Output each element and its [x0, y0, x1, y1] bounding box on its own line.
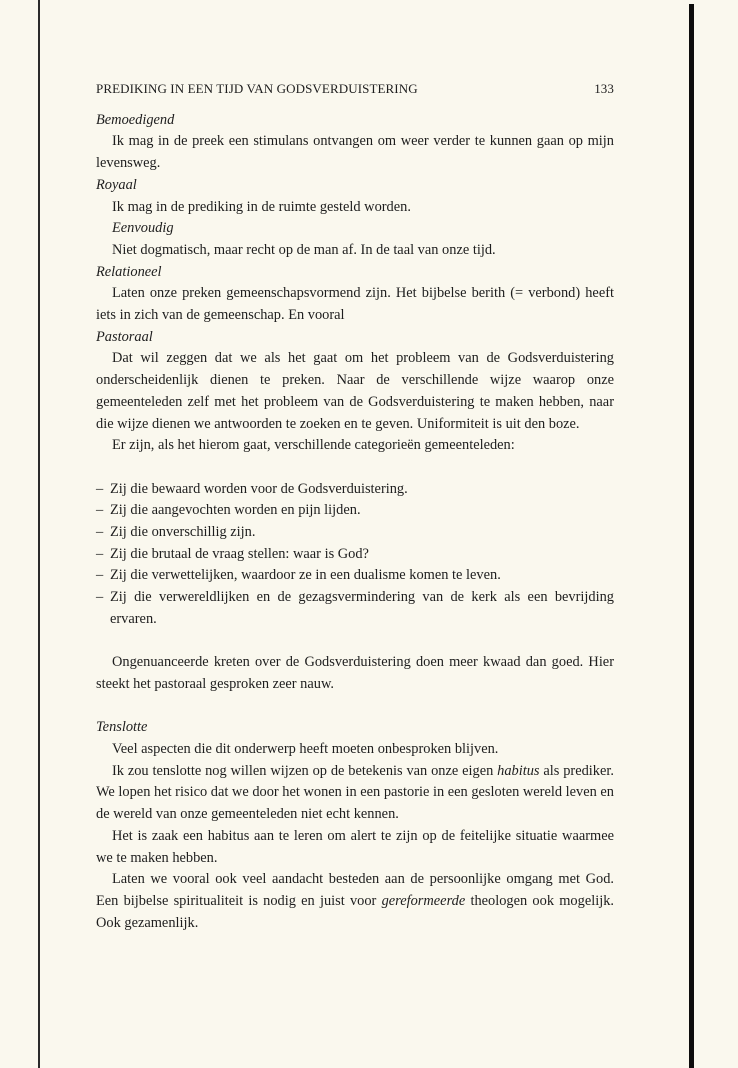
book-page	[96, 78, 614, 934]
text-run: Laten we vooral ook veel aandacht besteden aan de persoonlijke omgang met God. Een bijbelse spiritualiteit is nodig en juist voor	[96, 871, 614, 909]
running-header	[96, 78, 614, 100]
list-item: – Zij die aangevochten worden en pijn lijden.	[96, 500, 614, 522]
list-item: – Zij die bewaard worden voor de Godsverduistering.	[96, 479, 614, 501]
list-item: – Zij die verwettelijken, waardoor ze in een dualisme komen te leven.	[96, 565, 614, 587]
running-title: PREDIKING IN EEN TIJD VAN GODSVERDUISTERING	[96, 81, 418, 96]
paragraph	[96, 869, 614, 934]
heading-bemoedigend: Bemoedigend	[96, 111, 175, 128]
spacer	[96, 696, 614, 718]
paragraph	[96, 761, 614, 826]
category-list	[96, 479, 614, 631]
heading-eenvoudig: Eenvoudig	[112, 220, 174, 237]
text-run: theologen ook mogelijk. Ook gezamenlijk.	[96, 892, 614, 931]
heading-royaal: Royaal	[96, 176, 137, 193]
text-run: Ik zou tenslotte nog willen wijzen op de betekenis van onze eigen	[112, 762, 498, 779]
paragraph: Dat wil zeggen dat we als het gaat om het probleem van de Godsverduistering onderscheidenlijk dienen te preken. Naar de verschillende wijze waarop onze gemeenteleden zelf met het probleem van de Godsverduistering te maken hebben, naar die wijze dienen we antwoorden te zoeken en te geven. Uniformiteit is uit den boze.	[96, 350, 614, 432]
paragraph: Er zijn, als het hierom gaat, verschillende categorieën gemeenteleden:	[112, 437, 515, 454]
paragraph: Veel aspecten die dit onderwerp heeft moeten onbesproken blijven.	[112, 741, 499, 758]
text-run: als prediker. We lopen het risico dat we door het wonen in een pastorie in een gesloten wereld leven en de wereld van onze gemeenteleden niet echt kennen.	[96, 762, 614, 823]
heading-pastoraal: Pastoraal	[96, 328, 153, 345]
page-number: 133	[594, 81, 614, 96]
list-item: – Zij die verwereldlijken en de gezagsvermindering van de kerk als een bevrijding ervaren.	[96, 587, 614, 630]
page-edge-right	[689, 4, 694, 1068]
paragraph: Niet dogmatisch, maar recht op de man af. In de taal van onze tijd.	[112, 241, 496, 258]
list-item: – Zij die brutaal de vraag stellen: waar is God?	[96, 544, 614, 566]
paragraph: Ik mag in de preek een stimulans ontvangen om weer verder te kunnen gaan op mijn levensweg.	[96, 133, 614, 172]
heading-tenslotte: Tenslotte	[96, 719, 148, 736]
spacer	[96, 631, 614, 653]
emphasis-gereformeerde: gereformeerde	[381, 892, 466, 909]
paragraph: Ik mag in de prediking in de ruimte gesteld worden.	[112, 198, 411, 215]
page-edge-left	[38, 0, 40, 1068]
emphasis-habitus: habitus	[497, 762, 540, 779]
paragraph: Ongenuanceerde kreten over de Godsverduistering doen meer kwaad dan goed. Hier steekt het pastoraal gesproken zeer nauw.	[96, 654, 614, 692]
paragraph: Het is zaak een habitus aan te leren om alert te zijn op de feitelijke situatie waarmee we te maken hebben.	[96, 827, 614, 866]
spacer	[96, 457, 614, 479]
list-item: – Zij die onverschillig zijn.	[96, 522, 614, 544]
heading-relationeel: Relationeel	[96, 263, 162, 280]
paragraph: Laten onze preken gemeenschapsvormend zijn. Het bijbelse berith (= verbond) heeft iets in zich van de gemeenschap. En vooral	[96, 285, 614, 324]
